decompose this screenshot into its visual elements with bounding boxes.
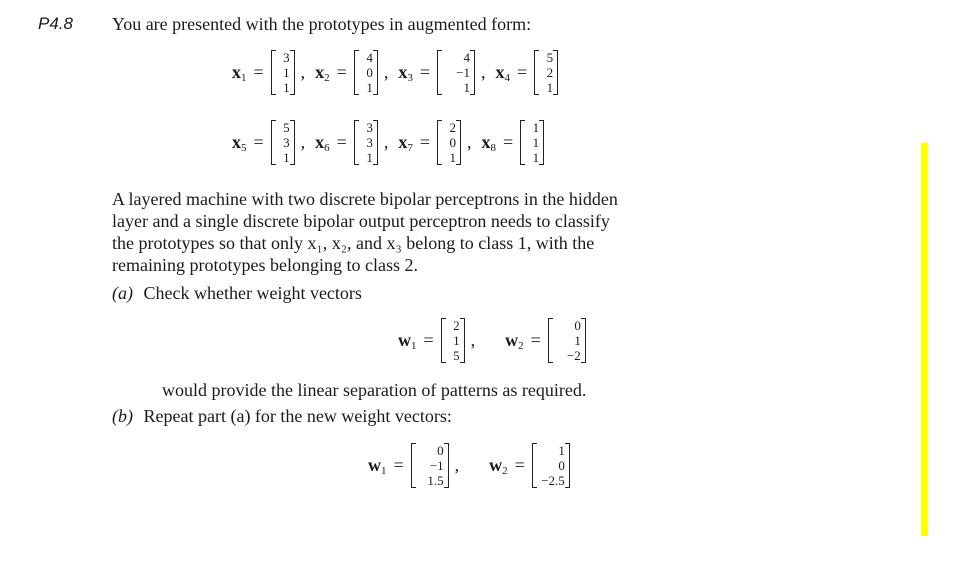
x1-label: $x_1$ [232,61,247,84]
x2-label: $x_2$ [315,61,330,84]
w2-label: $w_2$ [505,329,524,352]
equals-sign: = [253,132,264,152]
x8-vector: 1 1 1 [520,120,544,165]
part-b-label: (b) [112,406,133,426]
x5-vector: 5 3 1 [271,120,295,165]
w1-vector-a: 2 1 5 [441,318,465,363]
x2-vector: 4 0 1 [354,50,378,95]
w1-label: $w_1$ [398,329,417,352]
x3-label: $x_3$ [398,61,413,84]
equals-sign: = [419,132,430,152]
equals-sign: = [530,330,541,350]
prototype-row-2 [232,120,544,165]
comma: , [470,330,476,350]
equals-sign: = [516,62,528,82]
part-b [112,405,452,427]
comma: , [383,62,389,82]
comma: , [300,132,306,152]
x3-vector: 4 −1 1 [437,50,475,95]
part-b-text: Repeat part (a) for the new weight vectors: [143,406,452,426]
part-a-text: Check whether weight vectors [143,283,362,303]
prototype-row-1 [232,50,558,95]
comma: , [480,62,486,82]
comma: , [383,132,389,152]
comma: , [300,62,306,82]
description-line-2: layer and a single discrete bipolar output perceptron needs to classify [112,211,610,231]
description-line-1: A layered machine with two discrete bipolar perceptrons in the hidden [112,189,618,209]
w2-label: $w_2$ [489,454,508,477]
w2-vector-b: 1 0 −2.5 [532,443,570,488]
problem-intro: You are presented with the prototypes in augmented form: [112,14,532,34]
problem-number: P4.8 [38,14,73,33]
w1-label: $w_1$ [368,454,387,477]
equals-sign: = [423,330,434,350]
comma: , [466,132,472,152]
equals-sign: = [336,62,347,82]
equals-sign: = [514,455,525,475]
part-a-conclusion: would provide the linear separation of patterns as required. [162,380,587,400]
x7-label: $x_7$ [398,131,413,154]
w1-vector-b: 0 −1 1.5 [411,443,449,488]
x6-label: $x_6$ [315,131,330,154]
comma: , [454,455,460,475]
equals-sign: = [253,62,264,82]
part-b-weights [368,443,570,488]
x7-vector: 2 0 1 [437,120,461,165]
x4-vector: 5 2 1 [534,50,558,95]
part-a-weights [398,318,586,363]
x5-label: $x_5$ [232,131,247,154]
description-line-3: the prototypes so that only x₁, x₂, and x₃ belong to class 1, with the [112,233,595,253]
equals-sign: = [419,62,430,82]
x4-label: $x_4$ [495,61,510,84]
x1-vector: 3 1 1 [271,50,295,95]
part-a [112,282,362,304]
x8-label: $x_8$ [481,131,496,154]
x6-vector: 3 3 1 [354,120,378,165]
description-line-4: remaining prototypes belonging to class 2. [112,255,418,275]
equals-sign: = [502,132,514,152]
part-a-label: (a) [112,283,133,303]
equals-sign: = [393,455,404,475]
equals-sign: = [336,132,347,152]
yellow-highlight-bar [921,143,928,536]
w2-vector-a: 0 1 −2 [548,318,586,363]
